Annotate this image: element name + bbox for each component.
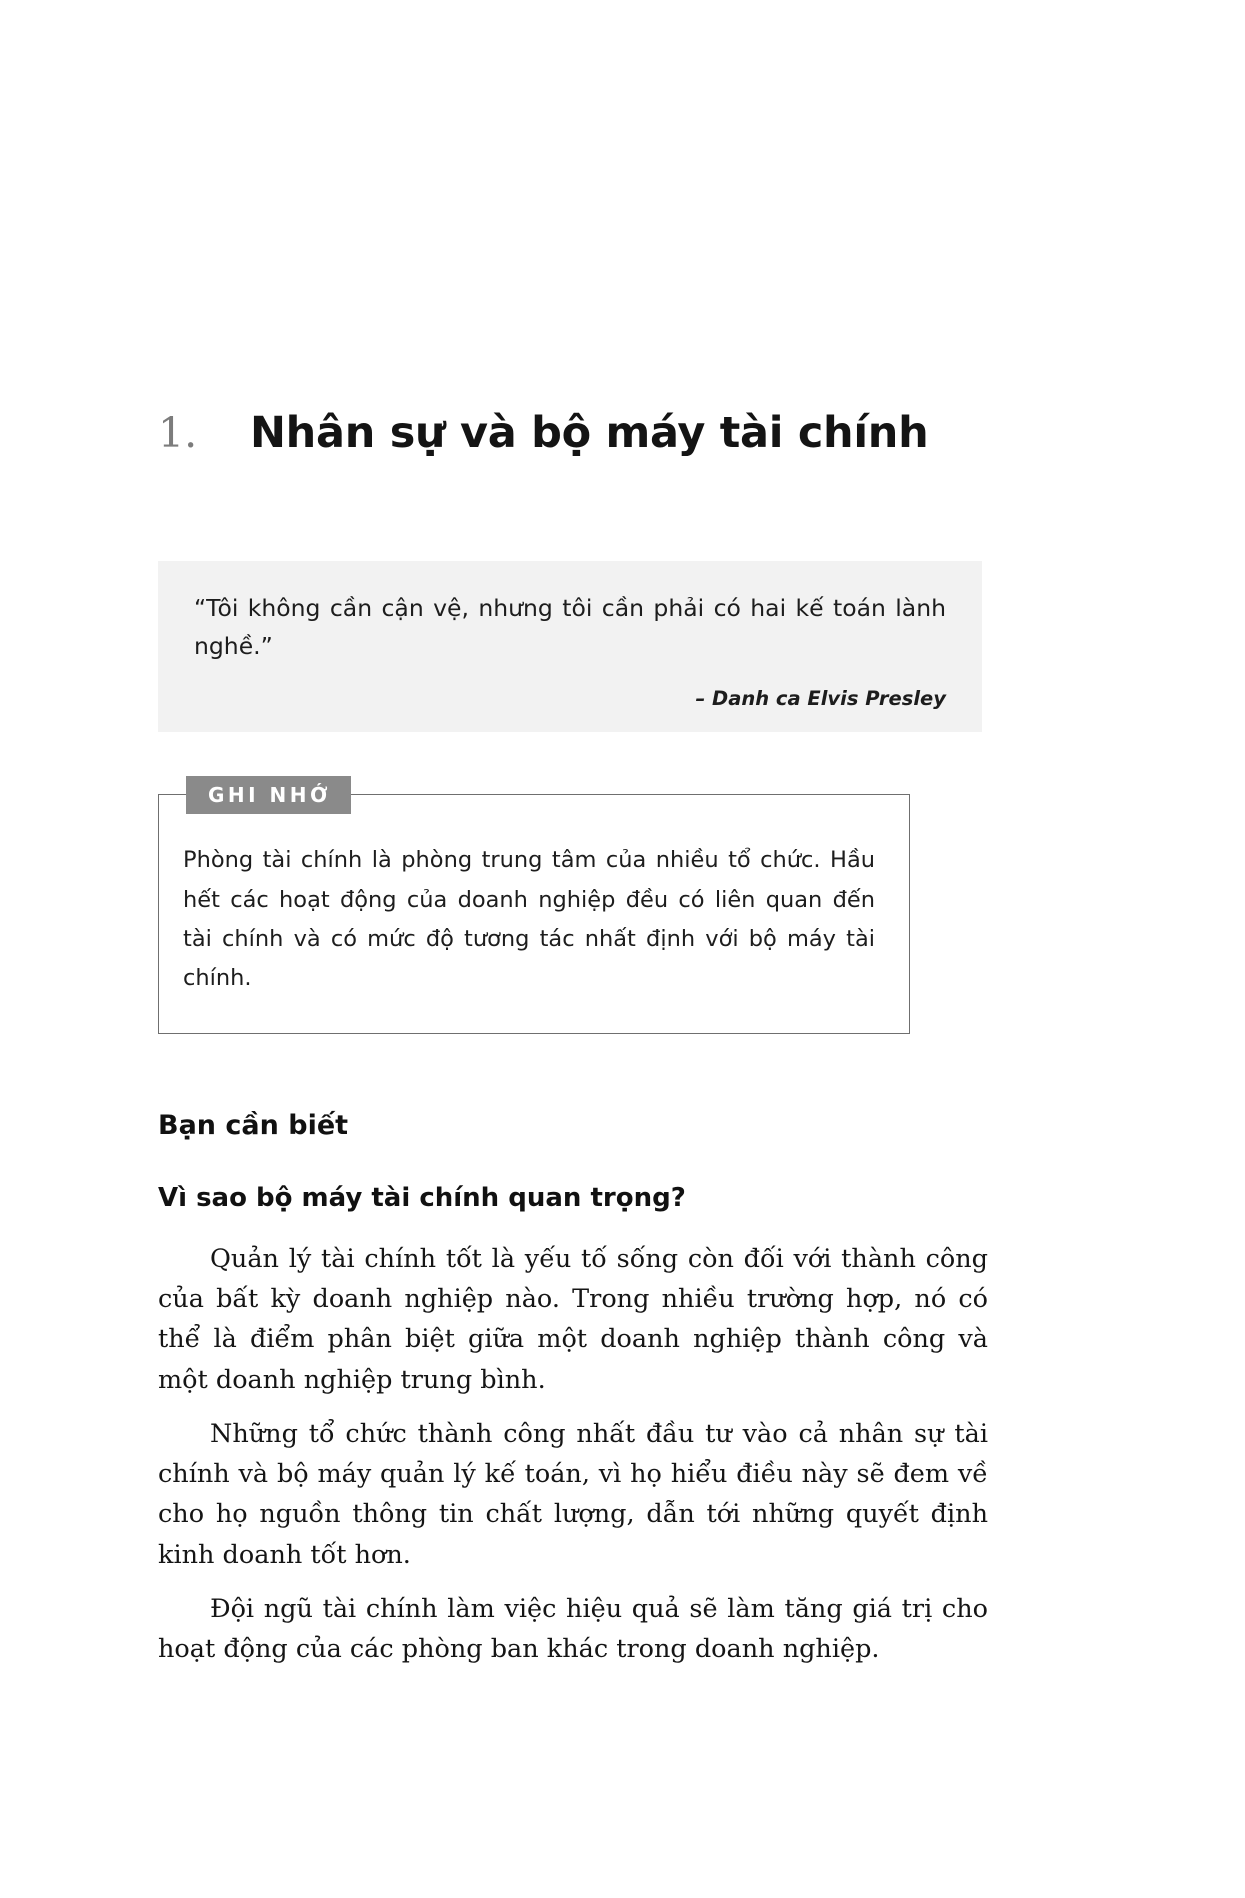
epigraph-block <box>158 561 982 732</box>
remember-callout-text: Phòng tài chính là phòng trung tâm của nhiều tổ chức. Hầu hết các hoạt động của doanh nghiệp đều có liên quan đến tài chính và có mức độ tương tác nhất định với bộ máy tài chính. <box>183 847 875 992</box>
remember-callout <box>158 783 910 1034</box>
body-paragraph: Những tổ chức thành công nhất đầu tư vào cả nhân sự tài chính và bộ máy quản lý kế toán, vì họ hiểu điều này sẽ đem về cho họ nguồn thông tin chất lượng, dẫn tới những quyết định kinh doanh tốt hơn. <box>158 1418 988 1570</box>
epigraph-attribution: – Danh ca Elvis Presley <box>695 687 946 711</box>
remember-callout-label: GHI NHỚ <box>186 776 351 814</box>
chapter-heading <box>158 380 1088 487</box>
chapter-number: 1. <box>158 408 198 457</box>
epigraph-text: “Tôi không cần cận vệ, nhưng tôi cần phải có hai kế toán lành nghề.” <box>194 594 946 661</box>
body-paragraph: Đội ngũ tài chính làm việc hiệu quả sẽ làm tăng giá trị cho hoạt động của các phòng ban khác trong doanh nghiệp. <box>158 1593 988 1665</box>
remember-callout-box <box>158 794 910 1034</box>
body-paragraph: Quản lý tài chính tốt là yếu tố sống còn đối với thành công của bất kỳ doanh nghiệp nào. Trong nhiều trường hợp, nó có thể là điểm phân biệt giữa một doanh nghiệp thành công và một doanh nghiệp trung bình. <box>158 1243 988 1395</box>
section-heading-need-to-know: Bạn cần biết <box>158 1109 349 1141</box>
subsection-heading: Vì sao bộ máy tài chính quan trọng? <box>158 1182 686 1213</box>
page-content <box>158 0 1088 1669</box>
chapter-title: Nhân sự và bộ máy tài chính <box>250 407 929 458</box>
